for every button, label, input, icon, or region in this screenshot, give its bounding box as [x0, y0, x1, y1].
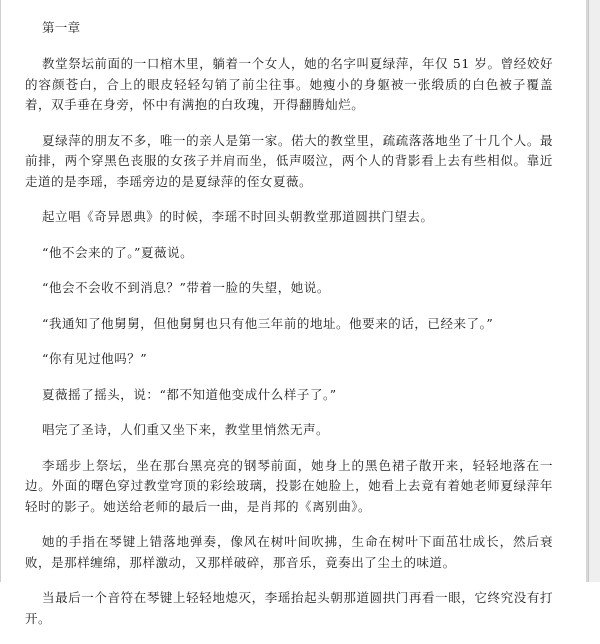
paragraph: 起立唱《奇异恩典》的时候，李瑶不时回头朝教堂那道圆拱门望去。: [42, 209, 434, 224]
chapter-title: 第一章: [42, 20, 81, 35]
paragraph: 夏绿萍的朋友不多，唯一的亲人是第一家。偌大的教堂里，疏疏落落地坐了十几个人。最前排，两个穿黑色丧服的女孩子并肩而坐，低声啜泣，两个人的背影看上去有些相似。靠近走道的是李瑶，李瑶旁边的是夏绿萍的侄女夏薇。: [25, 132, 553, 189]
paragraph: “你有见过他吗？”: [42, 351, 148, 366]
paragraph: 她的手指在琴键上错落地弹奏，像风在树叶间吹拂，生命在树叶下面茁壮成长，然后衰败，是那样缠绵，那样激动，又那样破碎，那音乐，竟奏出了尘土的味道。: [25, 534, 553, 570]
paragraph: 夏薇摇了摇头，说：“都不知道他变成什么样子了。”: [42, 386, 337, 402]
paragraph: 唱完了圣诗，人们重又坐下来，教堂里悄然无声。: [42, 422, 330, 437]
paragraph: “他不会来的了。”夏薇说。: [42, 244, 194, 260]
paragraph: 李瑶步上祭坛，坐在那台黑亮亮的钢琴前面，她身上的黑色裙子散开来，轻轻地落在一边。外面的曙色穿过教堂穹顶的彩绘玻璃，投影在她脸上，她看上去竟有着她老师夏绿萍年轻时的影子。她送给老师的最后一曲，是肖邦的《离别曲》。: [25, 457, 553, 514]
paragraph: 当最后一个音符在琴键上轻轻地熄灭，李瑶抬起头朝那道圆拱门再看一眼，它终究没有打开。: [25, 590, 553, 626]
paragraph: “我通知了他舅舅，但他舅舅也只有他三年前的地址。他要来的话，已经来了。”: [42, 315, 494, 331]
document-body: [25, 18, 553, 644]
page-left-border: [0, 0, 1, 582]
paragraph: 教堂祭坛前面的一口棺木里，躺着一个女人，她的名字叫夏绿萍，年仅 51 岁。曾经姣好的容颜苍白，合上的眼皮轻轻勾销了前尘往事。她瘦小的身躯被一张缎质的白色被子覆盖着，双手垂在身旁，怀中有满抱的白玫瑰，开得翻腾灿烂。: [25, 56, 553, 112]
paragraph: “他会不会收不到消息？”带着一脸的失望，她说。: [42, 280, 330, 295]
scrollbar[interactable]: [588, 0, 600, 582]
